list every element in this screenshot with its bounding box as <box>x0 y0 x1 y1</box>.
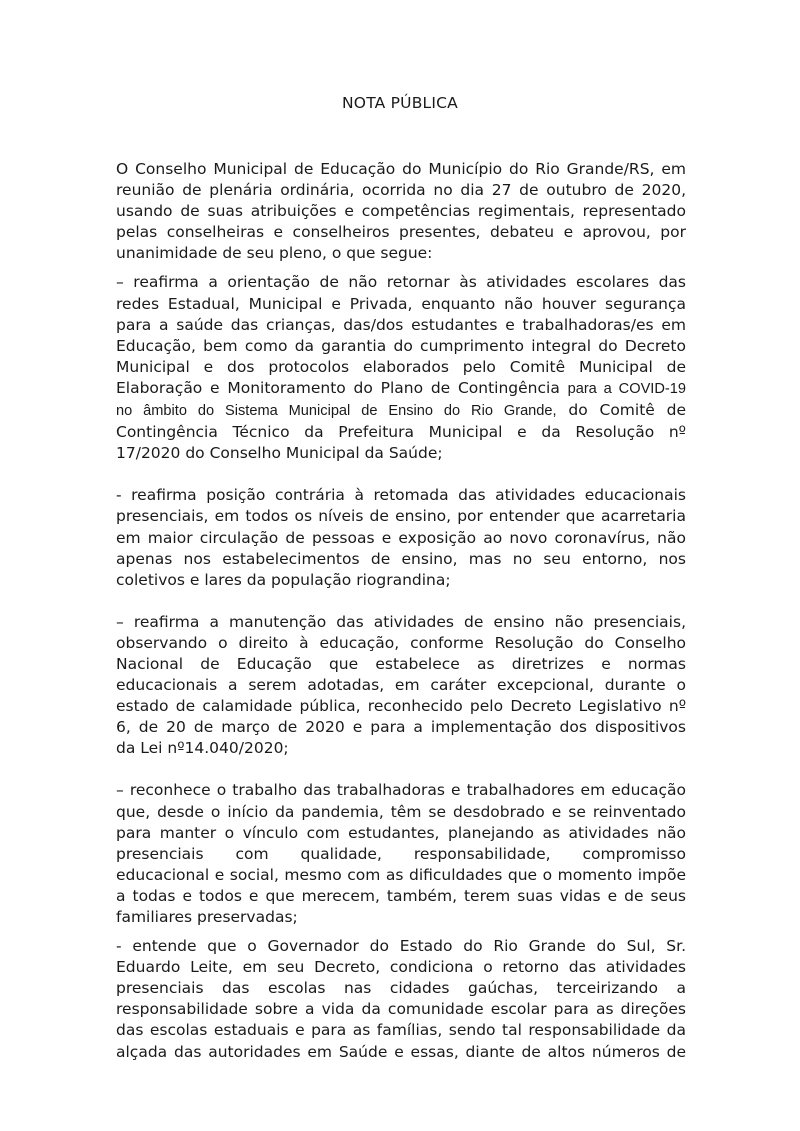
paragraph-return-orientation <box>116 272 686 464</box>
text-line: em maior circulação de pessoas e exposição ao novo coronavírus, não <box>116 528 686 547</box>
text-line: Municipal e dos protocolos elaborados pelo Comitê Municipal de <box>116 357 686 376</box>
text-line: redes Estadual, Municipal e Privada, enquanto não houver segurança <box>116 294 686 313</box>
text-line: O Conselho Municipal de Educação do Município do Rio Grande/RS, em <box>116 160 686 178</box>
text-line: presenciais com qualidade, responsabilidade, compromisso <box>116 844 686 863</box>
text-line: responsabilidade sobre a vida da comunidade escolar para as direções <box>116 1000 686 1019</box>
paragraph-remote-teaching <box>116 612 686 760</box>
text-line: alçada das autoridades em Saúde e essas, diante de altos números de <box>116 1042 686 1061</box>
text-line: Eduardo Leite, em seu Decreto, condiciona o retorno das atividades <box>116 958 686 977</box>
paragraph-workers-recognition <box>116 780 686 928</box>
text-line: familiares preservadas; <box>116 908 298 926</box>
text-line: pelas conselheiras e conselheiros presentes, debateu e aprovou, por <box>116 223 686 242</box>
text-line: das escolas estaduais e para as famílias, sendo tal responsabilidade da <box>116 1021 686 1040</box>
text-line: – reafirma a orientação de não retornar às atividades escolares das <box>116 273 686 292</box>
text-line: presenciais das escolas nas cidades gaúchas, terceirizando a <box>116 979 686 998</box>
text-line: a todas e todos e que merecem, também, terem suas vidas e de seus <box>116 886 686 905</box>
text-segment-small: no âmbito do Sistema Municipal de Ensino do Rio Grande, <box>116 403 557 420</box>
text-line: apenas nos estabelecimentos de ensino, mas no seu entorno, nos <box>116 549 686 568</box>
document-body <box>116 159 686 1063</box>
text-line: Educação, bem como da garantia do cumprimento integral do Decreto <box>116 336 686 355</box>
text-line <box>116 400 686 422</box>
text-line: 17/2020 do Conselho Municipal da Saúde; <box>116 444 443 463</box>
text-line: usando de suas atribuições e competências regimentais, representado <box>116 202 686 221</box>
text-line: - entende que o Governador do Estado do Rio Grande do Sul, Sr. <box>116 937 686 956</box>
document-title: NOTA PÚBLICA <box>342 94 458 112</box>
text-line: Nacional de Educação que estabelece as diretrizes e normas <box>116 654 686 673</box>
text-line: da Lei nº14.040/2020; <box>116 739 289 758</box>
text-line: 6, de 20 de março de 2020 e para a implementação dos dispositivos <box>116 718 686 737</box>
text-line: reunião de plenária ordinária, ocorrida no dia 27 de outubro de 2020, <box>116 181 686 200</box>
paragraph-governor-decree <box>116 936 686 1063</box>
text-line: educacional e social, mesmo com as dificuldades que o momento impõe <box>116 865 686 884</box>
text-line: que, desde o início da pandemia, têm se desdobrado e se reinventado <box>116 802 686 821</box>
text-segment-small: para a COVID-19 <box>567 380 686 397</box>
text-line: unanimidade de seu pleno, o que segue: <box>116 244 433 263</box>
text-segment: Elaboração e Monitoramento do Plano de Contingência <box>116 378 560 397</box>
paragraph-intro <box>116 159 686 264</box>
text-line: educacionais a serem adotadas, em caráter excepcional, durante o <box>116 676 686 695</box>
text-line: Contingência Técnico da Prefeitura Municipal e da Resolução nº <box>116 423 686 442</box>
text-line: estado de calamidade pública, reconhecido pelo Decreto Legislativo nº <box>116 697 686 716</box>
text-line: – reconhece o trabalho das trabalhadoras e trabalhadores em educação <box>116 781 686 800</box>
text-line: coletivos e lares da população riograndina; <box>116 570 451 589</box>
text-line <box>116 378 686 400</box>
text-line: para a saúde das crianças, das/dos estudantes e trabalhadoras/es em <box>116 315 686 334</box>
text-line: - reafirma posição contrária à retomada das atividades educacionais <box>116 486 686 505</box>
text-line: – reafirma a manutenção das atividades de ensino não presenciais, <box>116 612 686 631</box>
text-line: presenciais, em todos os níveis de ensino, por entender que acarretaria <box>116 507 686 526</box>
text-line: para manter o vínculo com estudantes, planejando as atividades não <box>116 823 686 842</box>
text-segment: do Comitê de <box>568 401 686 420</box>
paragraph-contrary-position <box>116 485 686 590</box>
text-line: observando o direito à educação, conforme Resolução do Conselho <box>116 633 686 652</box>
